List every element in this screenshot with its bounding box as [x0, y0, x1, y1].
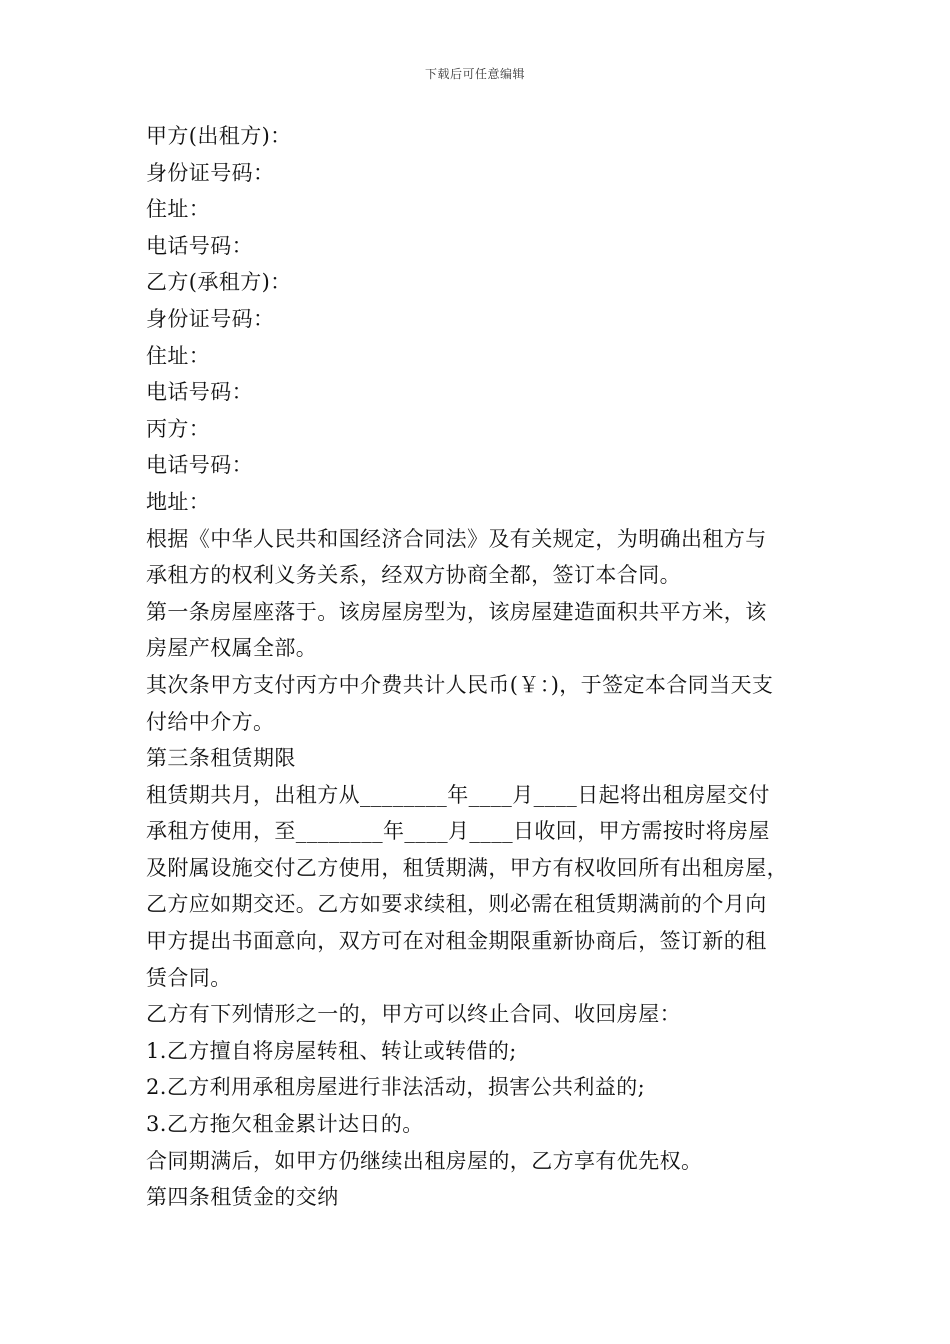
text-line: 乙方(承租方)：	[146, 270, 292, 295]
text-line: 身份证号码：	[146, 160, 275, 185]
text-line: 其次条甲方支付丙方中介费共计人民币(￥：)，于签定本合同当天支	[146, 672, 774, 697]
text-line: 承租方的权利义务关系，经双方协商全都，签订本合同。	[146, 563, 681, 588]
text-line: 身份证号码：	[146, 306, 275, 331]
text-line: 住址：	[146, 197, 211, 222]
text-line: 电话号码：	[146, 233, 253, 258]
text-line: 及附属设施交付乙方使用，租赁期满，甲方有权收回所有出租房屋，	[146, 855, 788, 880]
text-line: 甲方(出租方)：	[146, 124, 292, 148]
text-line: 租赁期共月，出租方从________年____月____日起将出租房屋交付	[146, 782, 770, 807]
text-line: 1.乙方擅自将房屋转租、转让或转借的;	[146, 1038, 517, 1063]
text-line: 甲方提出书面意向，双方可在对租金期限重新协商后，签订新的租	[146, 929, 767, 954]
text-line: 电话号码：	[146, 380, 253, 405]
text-line: 丙方：	[146, 416, 211, 441]
text-line: 赁合同。	[146, 965, 232, 990]
page-header: 下载后可任意编辑	[424, 67, 525, 81]
text-line: 2.乙方利用承租房屋进行非法活动，损害公共利益的;	[146, 1075, 646, 1100]
text-line: 房屋产权属全部。	[146, 636, 318, 661]
text-line: 第三条租赁期限	[146, 746, 296, 771]
text-line: 合同期满后，如甲方仍继续出租房屋的，乙方享有优先权。	[146, 1148, 703, 1173]
text-line: 第四条租赁金的交纳	[146, 1185, 339, 1210]
text-line: 付给中介方。	[146, 709, 275, 734]
text-line: 乙方有下列情形之一的，甲方可以终止合同、收回房屋：	[146, 1002, 681, 1027]
text-line: 承租方使用，至________年____月____日收回，甲方需按时将房屋	[146, 819, 770, 844]
text-line: 地址：	[146, 489, 211, 514]
text-line: 电话号码：	[146, 453, 253, 478]
text-line: 根据《中华人民共和国经济合同法》及有关规定，为明确出租方与	[146, 526, 767, 551]
text-line: 乙方应如期交还。乙方如要求续租，则必需在租赁期满前的个月向	[146, 892, 767, 917]
text-line: 住址：	[146, 343, 211, 368]
text-line: 第一条房屋座落于。该房屋房型为，该房屋建造面积共平方米，该	[146, 599, 767, 624]
document-body	[146, 118, 836, 1216]
text-line: 3.乙方拖欠租金累计达日的。	[146, 1112, 424, 1137]
